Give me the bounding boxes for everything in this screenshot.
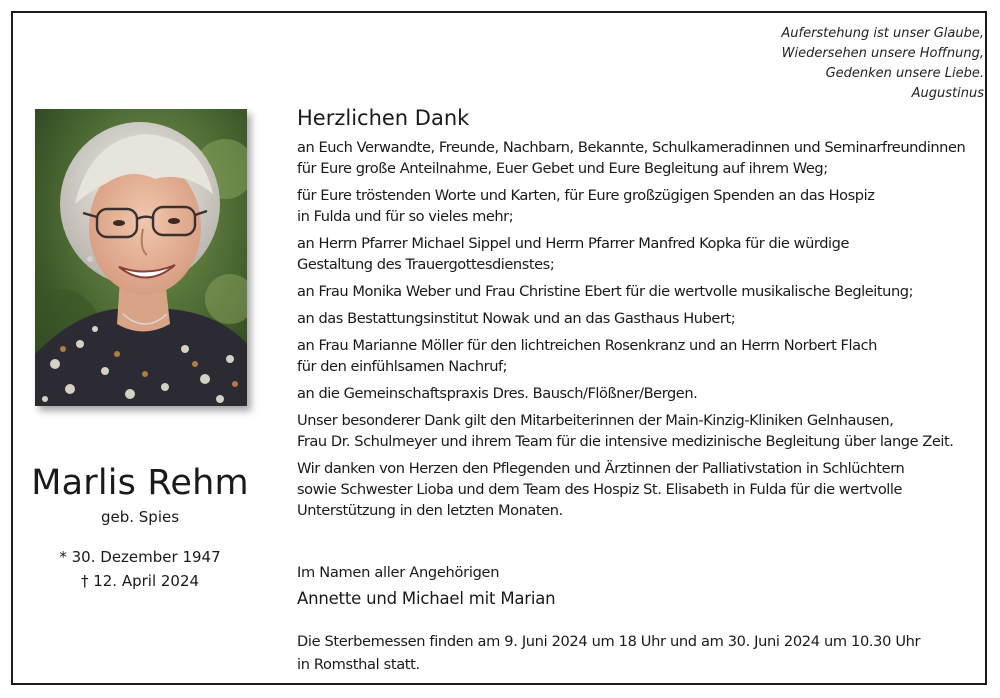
- text-line: an Euch Verwandte, Freunde, Nachbarn, Bekannte, Schulkameradinnen und Seminarfreundinnen: [297, 139, 966, 156]
- text-line: Gestaltung des Trauergottesdienstes;: [297, 256, 555, 273]
- thanks-paragraph: [297, 308, 985, 329]
- text-line: Unterstützung in den letzten Monaten.: [297, 502, 563, 519]
- thanks-paragraph: [297, 410, 985, 452]
- epigraph-quote: [781, 24, 984, 104]
- text-line: in Romsthal statt.: [297, 656, 420, 673]
- death-date: † 12. April 2024: [80, 572, 200, 590]
- quote-line: Auferstehung ist unser Glaube,: [781, 26, 984, 41]
- text-line: an Herrn Pfarrer Michael Sippel und Herrn Pfarrer Manfred Kopka für die würdige: [297, 235, 849, 252]
- text-line: in Fulda und für so vieles mehr;: [297, 208, 514, 225]
- thanks-paragraph: [297, 458, 985, 521]
- thanks-paragraph: [297, 233, 985, 275]
- portrait-image: [35, 109, 247, 406]
- quote-line: Wiedersehen unsere Hoffnung,: [781, 46, 984, 61]
- text-line: Die Sterbemessen finden am 9. Juni 2024 um 18 Uhr und am 30. Juni 2024 um 10.30 Uhr: [297, 633, 921, 650]
- thanks-body: [297, 137, 985, 527]
- text-line: an die Gemeinschaftspraxis Dres. Bausch/Flößner/Bergen.: [297, 385, 698, 402]
- text-line: Frau Dr. Schulmeyer und ihrem Team für die intensive medizinische Begleitung über lange Zeit.: [297, 433, 954, 450]
- maiden-name: geb. Spies: [100, 508, 180, 526]
- thanks-paragraph: [297, 281, 985, 302]
- thanks-paragraph: [297, 137, 985, 179]
- text-line: für den einfühlsamen Nachruf;: [297, 358, 508, 375]
- signatories: Annette und Michael mit Marian: [297, 589, 556, 608]
- text-line: an Frau Marianne Möller für den lichtreichen Rosenkranz und an Herrn Norbert Flach: [297, 337, 877, 354]
- mass-announcement: [297, 630, 920, 676]
- thanks-heading: Herzlichen Dank: [297, 106, 470, 130]
- quote-line: Gedenken unsere Liebe.: [825, 66, 984, 81]
- thanks-paragraph: [297, 335, 985, 377]
- text-line: an Frau Monika Weber und Frau Christine Ebert für die wertvolle musikalische Begleitung;: [297, 283, 914, 300]
- deceased-name: Marlis Rehm: [31, 463, 249, 503]
- text-line: für Eure tröstenden Worte und Karten, für Eure großzügigen Spenden an das Hospiz: [297, 187, 875, 204]
- closing-line: Im Namen aller Angehörigen: [297, 564, 500, 581]
- text-line: an das Bestattungsinstitut Nowak und an das Gasthaus Hubert;: [297, 310, 736, 327]
- birth-date: * 30. Dezember 1947: [59, 548, 221, 566]
- quote-author: Augustinus: [911, 86, 984, 101]
- portrait-photo: [35, 109, 247, 406]
- thanks-paragraph: [297, 383, 985, 404]
- thanks-paragraph: [297, 185, 985, 227]
- text-line: für Eure große Anteilnahme, Euer Gebet und Eure Begleitung auf ihrem Weg;: [297, 160, 828, 177]
- life-dates: [20, 545, 260, 593]
- text-line: Unser besonderer Dank gilt den Mitarbeiterinnen der Main-Kinzig-Kliniken Gelnhausen,: [297, 412, 894, 429]
- text-line: sowie Schwester Lioba und dem Team des Hospiz St. Elisabeth in Fulda für die wertvolle: [297, 481, 903, 498]
- text-line: Wir danken von Herzen den Pflegenden und Ärztinnen der Palliativstation in Schlüchtern: [297, 460, 905, 477]
